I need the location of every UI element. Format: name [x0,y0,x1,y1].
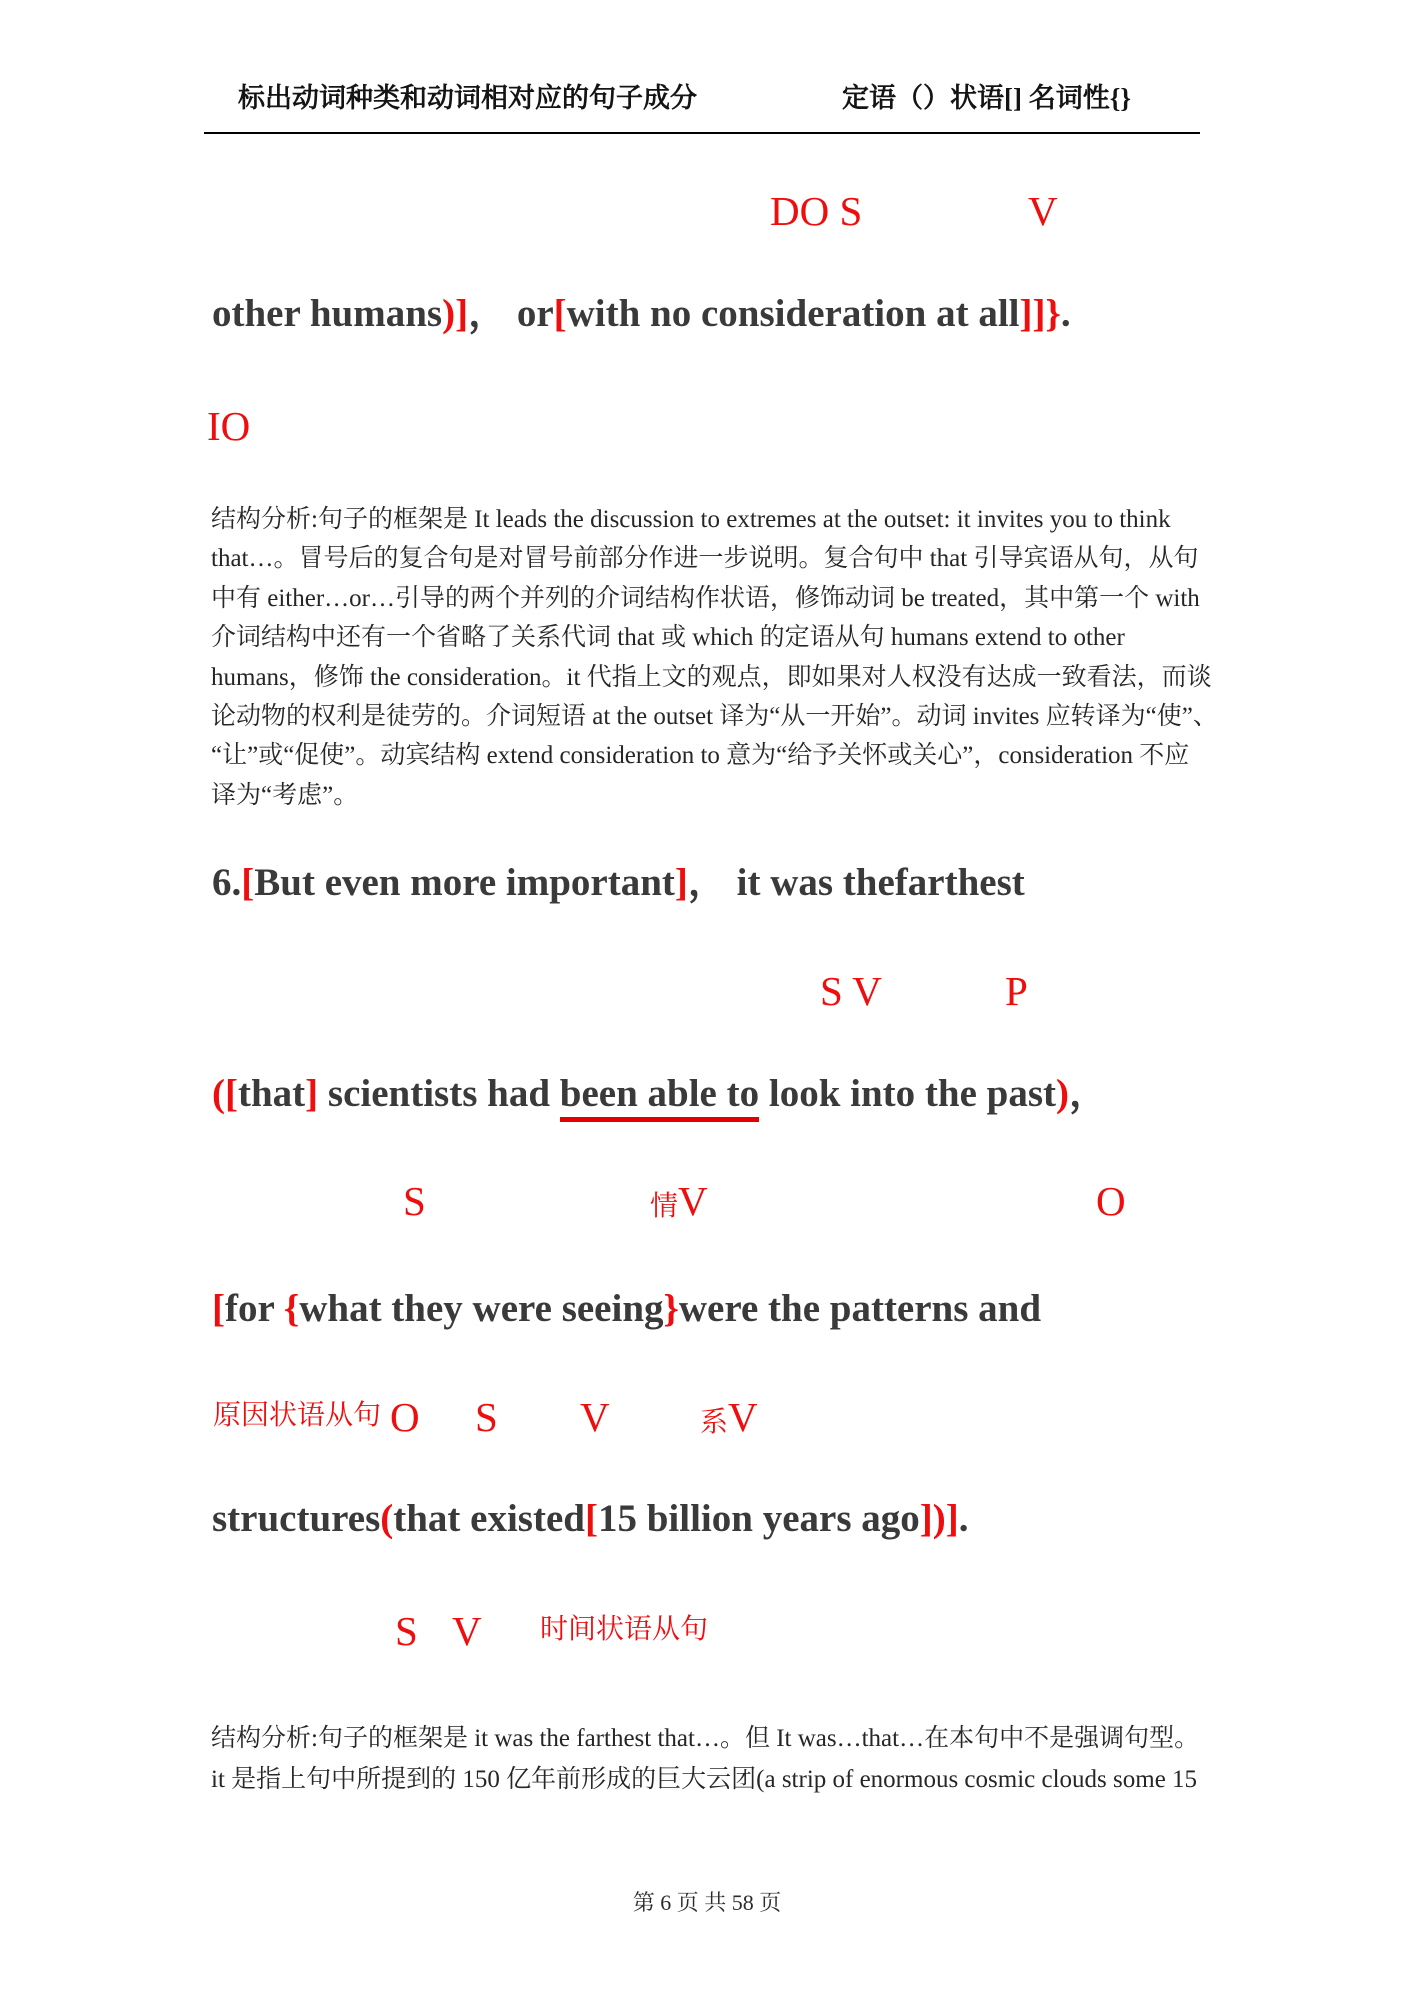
grammar-label [1028,190,1058,233]
grammar-label [207,405,250,448]
bracket-marker: [ [241,861,255,904]
sentence-text: 6. [212,861,242,904]
grammar-annotation-row [0,190,1414,238]
grammar-label-cjk: 情 [650,1191,679,1222]
bracket-marker: } [663,1287,679,1330]
sentence-text: ， [1069,1072,1109,1115]
grammar-label [700,1396,758,1444]
bracket-marker: [ [553,292,567,335]
sentence-text: with no consideration at all [566,292,1020,335]
analysis-text-line: 结构分析:句子的框架是 It leads the discussion to extremes at the outset: it invites you to think [211,506,1171,533]
analysis-text-line: 论动物的权利是徒劳的。介词短语 at the outset 译为“从一开始”。动词 invites 应转译为“使”、 [211,703,1218,731]
grammar-label [452,1610,482,1653]
sentence-text: . [958,1497,969,1540]
grammar-label-latin: O [390,1394,420,1440]
grammar-label-latin: P [1005,968,1028,1014]
analysis-text-line: that…。冒号后的复合句是对冒号前部分作进一步说明。复合句中 that 引导宾语从句，从句 [211,545,1199,573]
grammar-label [1096,1180,1126,1223]
grammar-annotation-row [0,1396,1414,1444]
grammar-label [395,1610,418,1653]
sentence-text: But even more important [254,861,675,904]
sentence-heading [212,291,1071,338]
sentence-text: been able to [560,1072,759,1122]
sentence-text: what they were seeing [299,1287,664,1330]
analysis-text-line: 介词结构中还有一个省略了关系代词 that 或 which 的定语从句 humans extend to other [211,624,1125,652]
sentence-text: ， it was thefarthest [687,861,1025,904]
grammar-label [540,1610,708,1651]
grammar-label-latin: S [395,1608,418,1654]
grammar-label [475,1396,498,1439]
grammar-label-latin: IO [207,403,251,449]
grammar-label-latin: V [580,1394,610,1440]
grammar-label-latin: DO S [770,188,863,234]
bracket-marker: ])] [919,1497,959,1540]
grammar-label [403,1180,426,1223]
sentence-text: scientists had [318,1072,560,1115]
grammar-label [650,1180,708,1228]
grammar-annotation-row [0,1180,1414,1228]
sentence-text: for [225,1287,284,1330]
bracket-marker: ] [305,1072,319,1115]
analysis-text-line: 结构分析:句子的框架是 it was the farthest that…。但 It was…that…在本句中不是强调句型。 [211,1725,1200,1752]
grammar-label-latin: S [403,1178,426,1224]
grammar-label-cjk: 原因状语从句 [213,1400,382,1431]
analysis-paragraph [211,500,1218,815]
bracket-marker: )] [442,292,469,335]
sentence-text: look into the past [759,1072,1056,1115]
grammar-label-latin: V [678,1178,708,1224]
sentence-text: structures [212,1497,381,1540]
bracket-marker: ) [1056,1072,1069,1115]
analysis-text-line: “让”或“促使”。动宾结构 extend consideration to 意为“给予关怀或关心”，consideration 不应 [211,742,1190,770]
grammar-label-latin: V [452,1608,482,1654]
page-header-legend: 定语（）状语[] 名词性{} [842,83,1132,113]
grammar-annotation-row [0,1610,1414,1658]
bracket-marker: ( [380,1497,394,1540]
grammar-label [390,1396,420,1439]
analysis-text-line: humans，修饰 the consideration。it 代指上文的观点，即如果对人权没有达成一致看法，而谈 [211,663,1212,691]
bracket-marker: ([ [212,1072,238,1115]
analysis-text-line: 中有 either…or…引导的两个并列的介词结构作状语，修饰动词 be treated，其中第一个 with [211,584,1200,612]
sentence-heading [212,1286,1041,1333]
bracket-marker: ] [674,861,688,904]
sentence-text: that existed [393,1497,585,1540]
sentence-text: . [1060,292,1071,335]
sentence-text: ， or [468,292,554,335]
grammar-label-latin: S [475,1394,498,1440]
header-divider-line [204,132,1200,134]
sentence-text: 15 billion years ago [597,1497,920,1540]
page-header-instruction: 标出动词种类和动词相对应的句子成分 [238,83,697,113]
sentence-heading [212,1071,1108,1118]
sentence-heading [212,1496,968,1543]
bracket-marker: ]]} [1019,292,1061,335]
bracket-marker: [ [212,1287,225,1330]
analysis-text-line: it 是指上句中所提到的 150 亿年前形成的巨大云团(a strip of enormous cosmic clouds some 15 [211,1766,1198,1793]
grammar-label [580,1396,610,1439]
grammar-label [770,190,862,233]
sentence-text: were the patterns and [678,1287,1042,1330]
bracket-marker: [ [584,1497,598,1540]
sentence-text: other humans [212,292,443,335]
grammar-label-cjk: 时间状语从句 [540,1614,709,1645]
page-number-footer: 第 6 页 共 58 页 [632,1890,782,1915]
grammar-label-cjk: 系 [700,1407,729,1438]
grammar-annotation-row [0,970,1414,1018]
analysis-text-line: 译为“考虑”。 [211,781,359,809]
grammar-label-latin: V [1028,188,1058,234]
sentence-heading [212,860,1025,907]
grammar-annotation-row [0,405,1414,453]
bracket-marker: { [283,1287,300,1330]
grammar-label-latin: V [728,1394,758,1440]
grammar-label [213,1396,381,1437]
grammar-label [820,970,882,1013]
sentence-text: that [237,1072,306,1115]
analysis-paragraph [211,1718,1206,1800]
grammar-label-latin: O [1096,1178,1126,1224]
grammar-label [1005,970,1028,1013]
grammar-label-latin: S V [820,968,882,1014]
